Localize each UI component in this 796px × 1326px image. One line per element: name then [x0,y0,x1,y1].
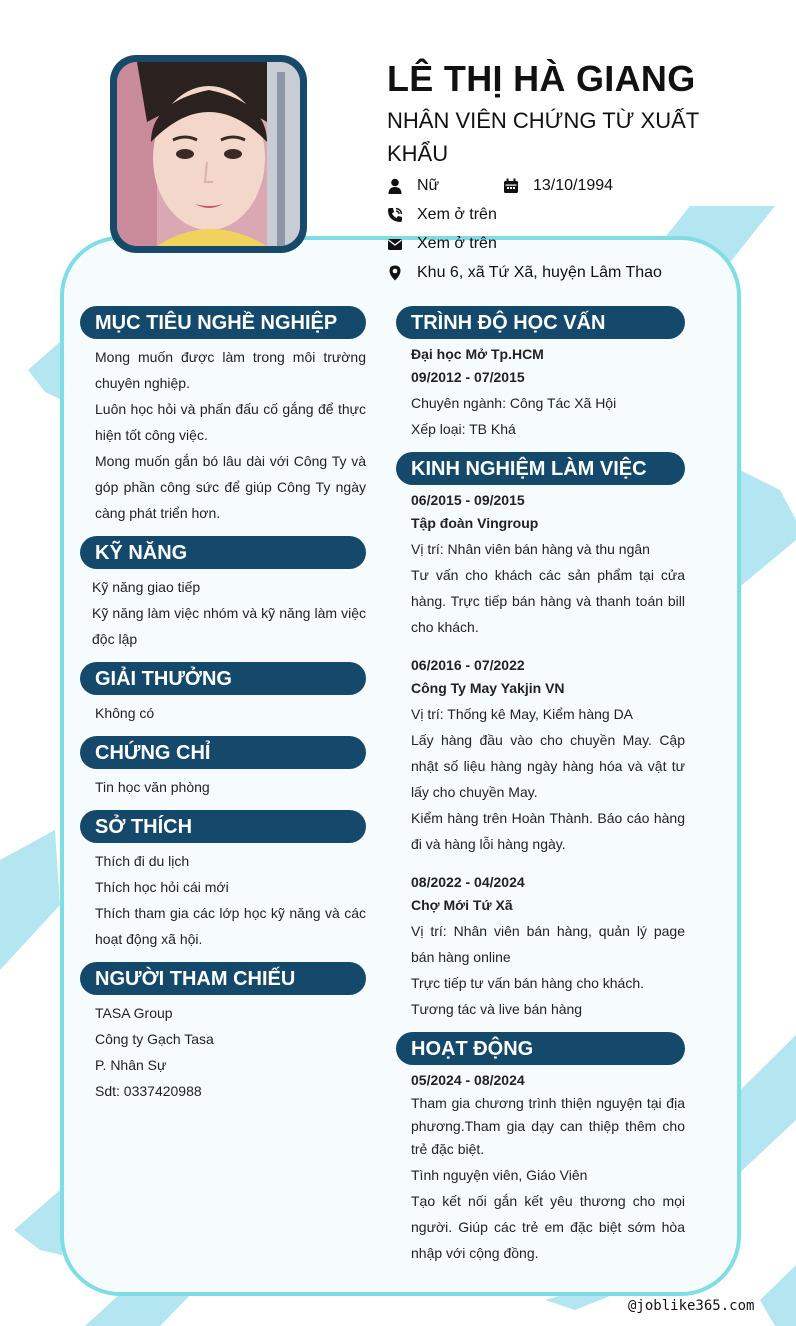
section-references-title: NGƯỜI THAM CHIẾU [80,962,366,995]
activity-period: 05/2024 - 08/2024 [411,1072,525,1088]
award-line: Không có [95,705,155,721]
section-education-title: TRÌNH ĐỘ HỌC VẤN [396,306,685,339]
reference-line: Sdt: 0337420988 [95,1083,202,1099]
job-line: Tư vấn cho khách các sản phẩm tại cửa hàng. Trực tiếp bán hàng và thanh toán bill cho khách. [411,567,685,635]
objective-line: Mong muốn được làm trong môi trường chuyên nghiệp. [95,349,366,391]
reference-line: Công ty Gạch Tasa [95,1031,214,1047]
birthday-row [503,177,613,195]
email-value: Xem ở trên [417,235,497,252]
job-line: Vị trí: Nhân viên bán hàng, quản lý page bán hàng online [411,923,685,965]
skill-line: Kỹ năng làm việc nhóm và kỹ năng làm việc độc lập [92,605,366,647]
section-hobbies-title: SỞ THÍCH [80,810,366,843]
education-period: 09/2012 - 07/2015 [411,369,525,385]
job-line: Kiểm hàng trên Hoàn Thành. Báo cáo hàng đi và hàng lỗi hàng ngày. [411,810,685,852]
candidate-name: LÊ THỊ HÀ GIANG [387,58,696,99]
profile-photo-frame [110,55,307,253]
job-line: Vị trí: Thống kê May, Kiểm hàng DA [411,706,634,722]
profile-photo [117,62,300,246]
footer-brand: @joblike365.com [628,1298,755,1314]
job-line: Vị trí: Nhân viên bán hàng và thu ngân [411,541,650,557]
calendar-icon [503,178,519,194]
reference-line: TASA Group [95,1005,173,1021]
section-objective-title: MỤC TIÊU NGHỀ NGHIỆP [80,306,366,339]
gender-value: Nữ [417,177,440,194]
job-title: NHÂN VIÊN CHỨNG TỪ XUẤT KHẨU [387,108,699,166]
envelope-icon [387,236,403,252]
map-pin-icon [387,265,403,281]
education-school: Đại học Mở Tp.HCM [411,346,544,362]
phone-value: Xem ở trên [417,206,497,223]
section-activities-title: HOẠT ĐỘNG [396,1032,685,1065]
activity-description: Tham gia chương trình thiện nguyện tại địa phương.Tham gia dạy can thiệp thêm cho trẻ đặc biệt. [411,1095,685,1157]
job-period: 06/2015 - 09/2015 [411,492,525,508]
job-period: 06/2016 - 07/2022 [411,657,525,673]
user-icon [387,178,403,194]
job-line: Tương tác và live bán hàng [411,1001,583,1017]
address-value: Khu 6, xã Tứ Xã, huyện Lâm Thao [417,264,662,281]
job-line: Lấy hàng đầu vào cho chuyền May. Cập nhật số liệu hàng ngày hàng hóa và vật tư lấy cho chuyền May. [411,732,685,800]
certificate-line: Tin học văn phòng [95,779,210,795]
education-major: Chuyên ngành: Công Tác Xã Hội [411,395,617,411]
email-row [387,235,497,253]
address-row [387,264,662,282]
section-awards-title: GIẢI THƯỞNG [80,662,366,695]
job-company: Công Ty May Yakjin VN [411,680,565,696]
job-line: Trực tiếp tư vấn bán hàng cho khách. [411,975,645,991]
reference-line: P. Nhân Sự [95,1057,167,1073]
job-period: 08/2022 - 04/2024 [411,874,525,890]
gender-row [387,177,439,195]
section-certificates-title: CHỨNG CHỈ [80,736,366,769]
job-company: Tập đoàn Vingroup [411,515,539,531]
hobby-line: Thích học hỏi cái mới [95,879,229,895]
objective-line: Luôn học hỏi và phấn đấu cố gắng để thực hiện tốt công việc. [95,401,366,443]
birthday-value: 13/10/1994 [533,177,614,194]
hobby-line: Thích đi du lịch [95,853,190,869]
objective-line: Mong muốn gắn bó lâu dài với Công Ty và góp phần công sức để giúp Công Ty ngày càng phát triển hơn. [95,453,366,521]
activity-line: Tạo kết nối gắn kết yêu thương cho mọi người. Giúp các trẻ em đặc biệt sớm hòa nhập với cộng đồng. [411,1193,685,1261]
education-grade: Xếp loại: TB Khá [411,421,516,437]
job-company: Chợ Mới Tứ Xã [411,897,513,913]
hobby-line: Thích tham gia các lớp học kỹ năng và các hoạt động xã hội. [95,905,366,947]
phone-row [387,206,497,224]
skill-line: Kỹ năng giao tiếp [92,579,201,595]
phone-icon [387,207,403,223]
section-skills-title: KỸ NĂNG [80,536,366,569]
section-experience-title: KINH NGHIỆM LÀM VIỆC [396,452,685,485]
activity-line: Tình nguyện viên, Giáo Viên [411,1167,588,1183]
